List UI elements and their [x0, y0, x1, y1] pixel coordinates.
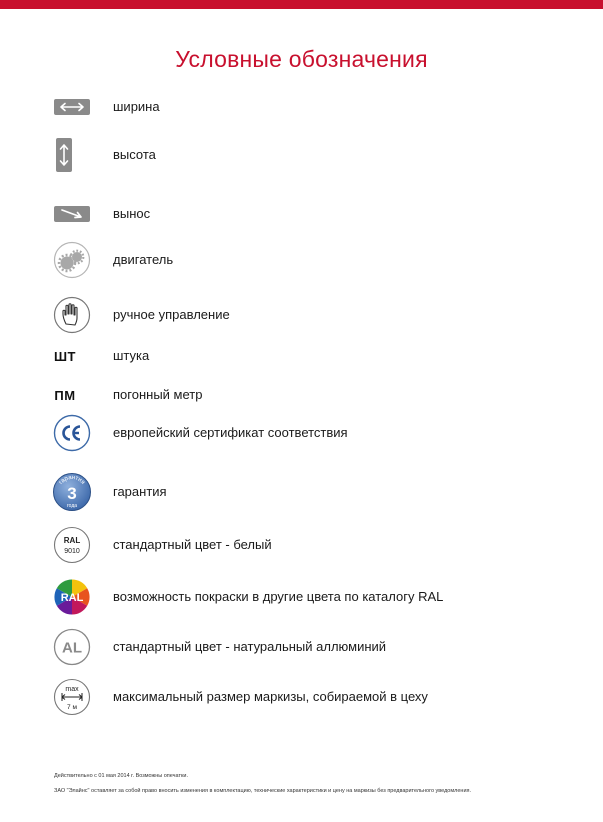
legend-item — [0, 194, 603, 234]
al-badge-icon — [52, 627, 92, 667]
legend-label: двигатель — [113, 252, 174, 267]
warranty-number: 3 — [67, 484, 77, 503]
hand-icon — [52, 295, 92, 335]
legend-item — [0, 375, 603, 415]
ral-9010-bottom-text: 9010 — [64, 548, 80, 555]
top-accent-bar — [0, 0, 603, 9]
legend-label: вынос — [113, 206, 151, 221]
legend-item — [0, 135, 603, 175]
ral-wheel-text: RAL — [60, 592, 84, 604]
ral-9010-icon — [52, 525, 92, 565]
legend-label: европейский сертификат соответствия — [113, 425, 348, 440]
legend-item — [0, 240, 603, 280]
legend-label: возможность покраски в другие цвета по каталогу RAL — [113, 589, 444, 604]
legend-label: ручное управление — [113, 307, 230, 322]
projection-arrow-icon — [52, 194, 92, 234]
warranty-bottom-text: года — [66, 503, 78, 509]
warranty-badge-icon — [52, 472, 92, 512]
legend-item — [0, 295, 603, 335]
legend-label: высота — [113, 147, 156, 162]
ral-color-wheel-icon — [52, 577, 92, 617]
footer-validity: Действительно с 01 мая 2014 г. Возможны опечатки. — [54, 773, 188, 779]
legend-label: стандартный цвет - белый — [113, 537, 272, 552]
legend-label: штука — [113, 348, 150, 363]
legend-item — [0, 472, 603, 512]
meter-abbr: ПМ — [54, 387, 76, 403]
legend-item — [0, 336, 603, 376]
legend-label: максимальный размер маркизы, собираемой в цеху — [113, 689, 428, 704]
legend-item — [0, 627, 603, 667]
max-top-text: max — [65, 686, 79, 693]
legend-label: погонный метр — [113, 387, 203, 402]
legend-label: гарантия — [113, 484, 167, 499]
height-arrows-icon — [44, 135, 84, 175]
motor-gears-icon — [52, 240, 92, 280]
max-bottom-text: 7 м — [67, 704, 77, 711]
legend-item — [0, 677, 603, 717]
ral-9010-top-text: RAL — [63, 536, 81, 545]
legend-label: стандартный цвет - натуральный аллюминий — [113, 639, 387, 654]
al-text: AL — [62, 639, 82, 657]
warranty-top-text: гарантия — [58, 474, 86, 486]
pcs-abbr: ШТ — [53, 348, 76, 364]
ce-mark-icon — [52, 413, 92, 453]
legend-item — [0, 413, 603, 453]
page-title: Условные обозначения — [175, 46, 428, 72]
width-arrows-icon — [52, 87, 92, 127]
footer-disclaimer: ЗАО "Элайнс" оставляет за собой право вносить изменения в комплектацию, технические характеристики и цену на маркизы без предварительного уведомления. — [54, 788, 472, 794]
max-size-icon — [52, 677, 92, 717]
legend-item — [0, 87, 603, 127]
legend-item — [0, 577, 603, 617]
legend-item — [0, 525, 603, 565]
legend-label: ширина — [113, 99, 160, 114]
